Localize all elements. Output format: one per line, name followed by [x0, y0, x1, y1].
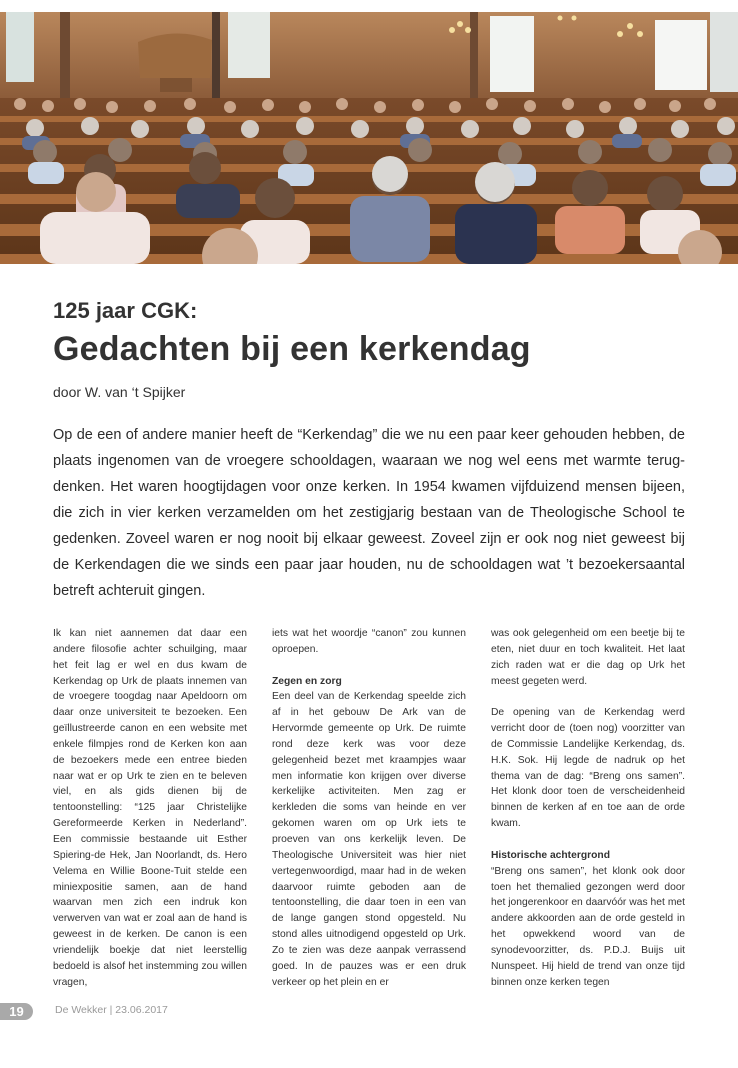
- article-byline: door W. van ‘t Spijker: [53, 384, 186, 400]
- page-number-badge: 19: [0, 1003, 33, 1020]
- column-3-paragraph-3: “Breng ons samen”, het klonk ook door toen het themalied gezongen werd door het jongerenkoor en daarvóór was het met andere akkoorden aan de orde gesteld in het opwekkend woord van de synodevoorzitter, ds. P.D.J. Buijs uit Nunspeet. Hij hield de trend van onze tijd binnen onze kerken tegen: [491, 865, 685, 988]
- footer-publication: De Wekker | 23.06.2017: [55, 1004, 168, 1016]
- article-title: Gedachten bij een kerkendag: [53, 330, 531, 368]
- subheading-zegen-en-zorg: Zegen en zorg: [272, 675, 342, 687]
- column-1-paragraph: Ik kan niet aannemen dat daar een andere filosofie achter schuilging, maar het feit lag er wel en dus kwam de Kerkendag op Urk de plaats innemen van de vroegere toogdag naar Apeldoorn om daar onze universiteit te bezoeken. Een geïllustreerde canon en een website met enkele filmpjes rond de Kerken kon aan de bezoekers mede een entree bieden naar wat er op Urk te zien en te beleven viel, en als gids dienen bij de tentoonstelling: “125 jaar Christelijke Gereformeerde Kerken in Nederland”. Een commissie bestaande uit Esther Spiering-de Hek, Jan Noorlandt, ds. Hero Velema en Willie Boone-Tuit stelde een miniexpositie samen, aan de hand waarvan men zich een indruk kon verwerven van wat er zoal aan de hand is geweest in de kerken. De canon is een vriendelijk boekje dat niet leerstellig bedoeld is alsof het instemming zou willen vragen,: [53, 628, 247, 988]
- column-2-paragraph-1: iets wat het woordje “canon” zou kunnen oproepen.: [272, 628, 466, 655]
- article-intro: Op de een of andere manier heeft de “Kerkendag” die we nu een paar keer gehouden hebben, de plaats ingenomen van de vroegere schooldagen, waaraan we nog wel eens met warmte terugdenken. Het waren hoogtijdagen voor onze kerken. In 1954 kwamen vijfduizend mensen bijeen, die zich in vier kerken verzamelden om het zestigjarig bestaan van de Theologische School te gedenken. Zoveel waren er nog nooit bij elkaar geweest. Zoveel zijn er ook nog niet geweest bij de Kerkendagen die we sinds een paar jaar houden, nu de schooldagen wat ’t bezoekersaantal betreft achteruit gingen.: [53, 427, 685, 599]
- article-supertitle: 125 jaar CGK:: [53, 298, 198, 323]
- column-2-paragraph-2: Een deel van de Kerkendag speelde zich af in het gebouw De Ark van de Hervormde gemeente op Urk. De ruimte rond deze kerk was voor deze gelegenheid bezet met kraampjes waar men informatie kon krijgen over diverse kerkelijke activiteiten. Men zag er kerkleden die soms van heinde en ver gekomen waren om op Urk iets te proeven van ons kerkelijk leven. De Theologische Universiteit was hier niet vertegenwoordigd, maar had in de weken daarvoor ruimte geboden aan de tentoonstelling, die daar toen in een van de lange gangen stond opgesteld. Nu stond alles uitnodigend opgesteld op Urk. Zo te zien was deze aanpak verrassend goed. In de pauzes was er een druk verkeer op het plein en er: [272, 691, 466, 988]
- text-column-2: [272, 626, 466, 990]
- column-3-paragraph-2: De opening van de Kerkendag werd verricht door de (toen nog) voorzitter van de Commissie Landelijke Kerkendag, ds. H.K. Sok. Hij legde de nadruk op het thema van de dag: “Breng ons samen”. Het klonk door toen de verscheidenheid binnen de kerken af en toe aan de orde kwam.: [491, 707, 685, 830]
- subheading-historische-achtergrond: Historische achtergrond: [491, 849, 611, 861]
- text-column-1: [53, 626, 247, 990]
- column-3-paragraph-1: was ook gelegenheid om een beetje bij te eten, niet duur en toch kwaliteit. Het laat zich raden wat er die dag op Urk het meest gegeten werd.: [491, 628, 685, 687]
- text-column-3: [491, 626, 685, 990]
- church-congregation-photo: [0, 12, 738, 264]
